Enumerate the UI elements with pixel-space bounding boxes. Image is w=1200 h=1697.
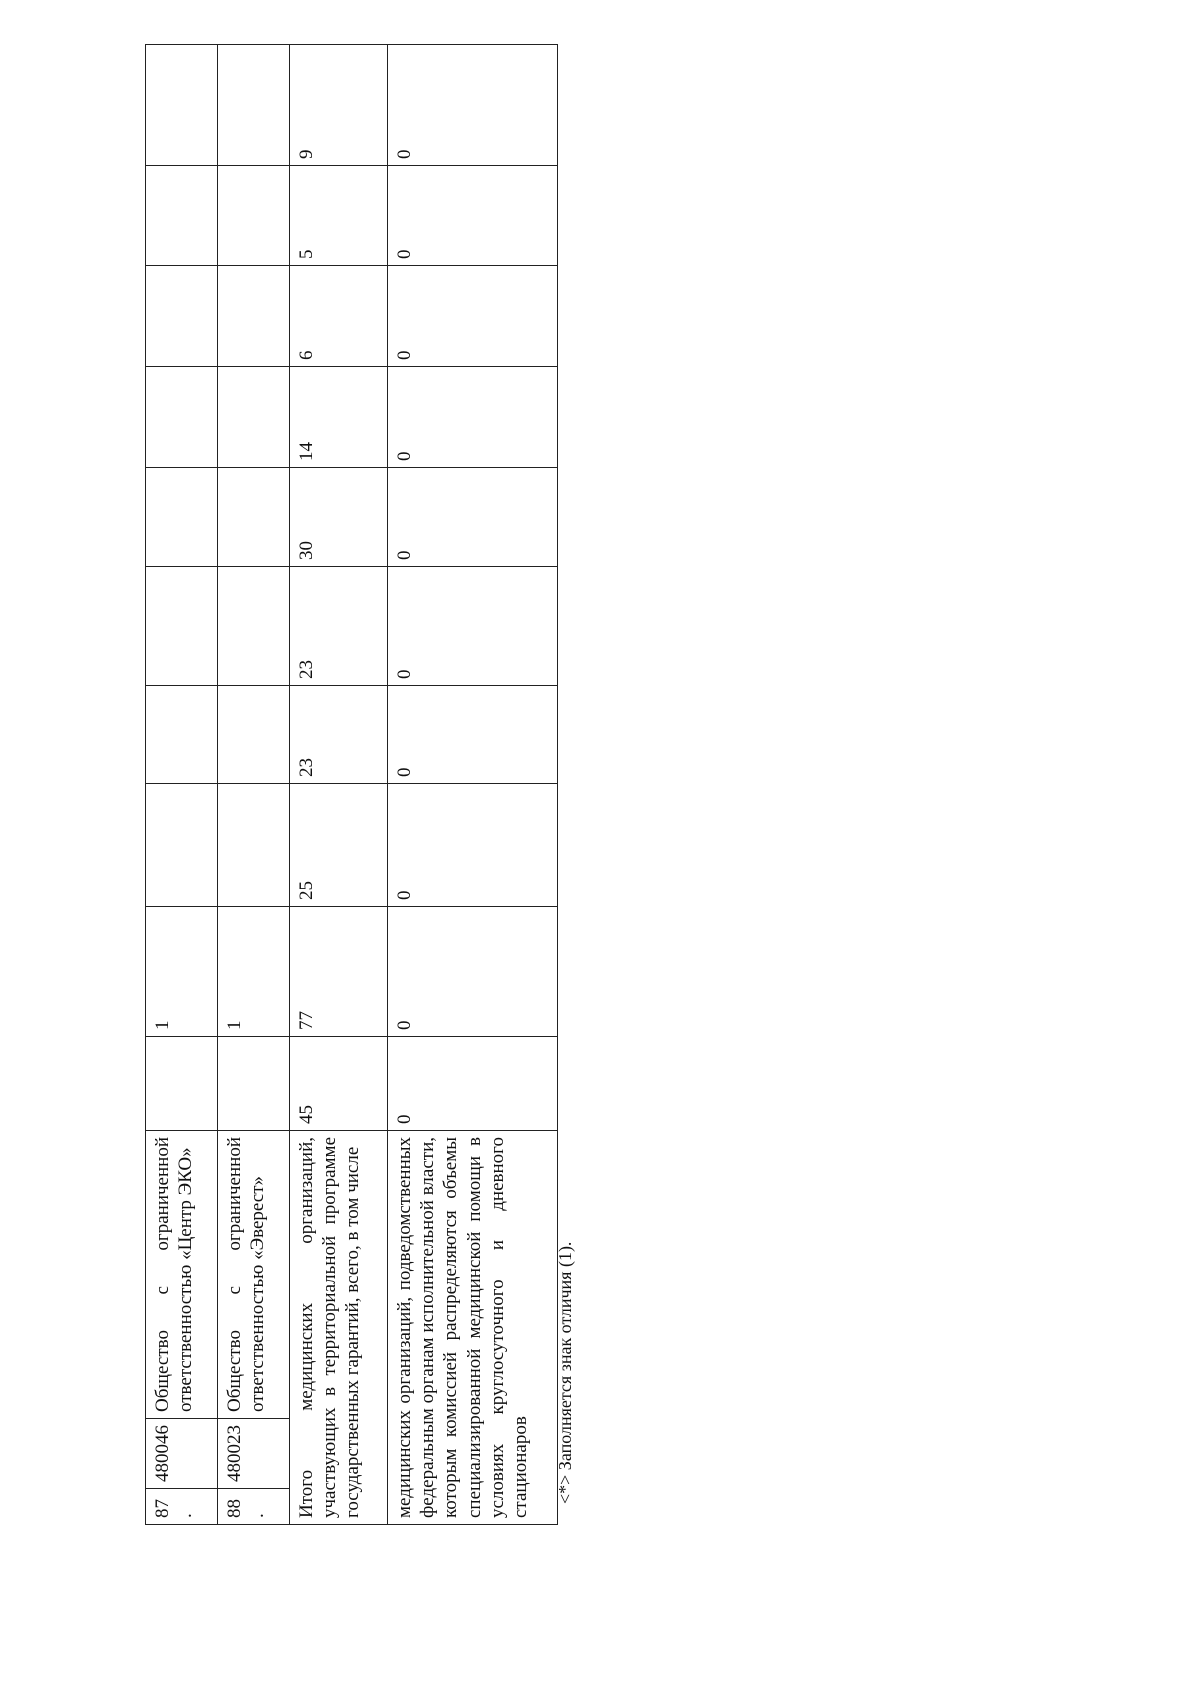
total-value: 14 bbox=[290, 367, 388, 468]
value-cell bbox=[218, 45, 290, 166]
table-block bbox=[145, 45, 558, 1525]
subtotal-value: 0 bbox=[388, 266, 558, 367]
row-number: 87. bbox=[146, 1489, 218, 1525]
total-row bbox=[290, 45, 388, 1525]
total-value: 45 bbox=[290, 1037, 388, 1131]
value-cell bbox=[146, 166, 218, 266]
total-value: 5 bbox=[290, 166, 388, 266]
value-cell bbox=[218, 166, 290, 266]
subtotal-label: медицинских организаций, подведомственных федеральным органам исполнительной власти, которым комиссией распределяются объемы специализированной медицинской помощи в условиях круглосуточного и дневного стационаров bbox=[388, 1131, 558, 1525]
value-cell bbox=[146, 468, 218, 567]
total-value: 25 bbox=[290, 784, 388, 907]
value-cell bbox=[218, 367, 290, 468]
value-cell: 1 bbox=[146, 907, 218, 1037]
subtotal-value: 0 bbox=[388, 367, 558, 468]
org-name: Общество с ограниченной ответственностью «Центр ЭКО» bbox=[146, 1131, 218, 1419]
value-cell bbox=[218, 468, 290, 567]
subtotal-value: 0 bbox=[388, 907, 558, 1037]
data-table bbox=[145, 44, 558, 1525]
value-cell bbox=[218, 686, 290, 784]
subtotal-value: 0 bbox=[388, 686, 558, 784]
value-cell bbox=[218, 266, 290, 367]
subtotal-value: 0 bbox=[388, 1037, 558, 1131]
value-cell bbox=[146, 1037, 218, 1131]
value-cell bbox=[146, 686, 218, 784]
value-cell bbox=[146, 784, 218, 907]
total-value: 77 bbox=[290, 907, 388, 1037]
subtotal-value: 0 bbox=[388, 468, 558, 567]
value-cell bbox=[146, 266, 218, 367]
value-cell bbox=[218, 784, 290, 907]
org-code: 480023 bbox=[218, 1419, 290, 1489]
total-value: 23 bbox=[290, 686, 388, 784]
total-value: 9 bbox=[290, 45, 388, 166]
subtotal-row bbox=[388, 45, 558, 1525]
value-cell: 1 bbox=[218, 907, 290, 1037]
value-cell bbox=[218, 1037, 290, 1131]
org-code: 480046 bbox=[146, 1419, 218, 1489]
subtotal-value: 0 bbox=[388, 166, 558, 266]
org-name: Общество с ограниченной ответственностью «Эверест» bbox=[218, 1131, 290, 1419]
total-label: Итого медицинских организаций, участвующих в территориальной программе государственных гарантий, всего, в том числе bbox=[290, 1131, 388, 1525]
value-cell bbox=[146, 45, 218, 166]
value-cell bbox=[146, 567, 218, 686]
footnote: <*> Заполняется знак отличия (1). bbox=[555, 1241, 575, 1504]
total-value: 23 bbox=[290, 567, 388, 686]
value-cell bbox=[218, 567, 290, 686]
subtotal-value: 0 bbox=[388, 784, 558, 907]
subtotal-value: 0 bbox=[388, 45, 558, 166]
total-value: 30 bbox=[290, 468, 388, 567]
value-cell bbox=[146, 367, 218, 468]
total-value: 6 bbox=[290, 266, 388, 367]
row-number: 88. bbox=[218, 1489, 290, 1525]
subtotal-value: 0 bbox=[388, 567, 558, 686]
table-row bbox=[218, 45, 290, 1525]
table-row bbox=[146, 45, 218, 1525]
